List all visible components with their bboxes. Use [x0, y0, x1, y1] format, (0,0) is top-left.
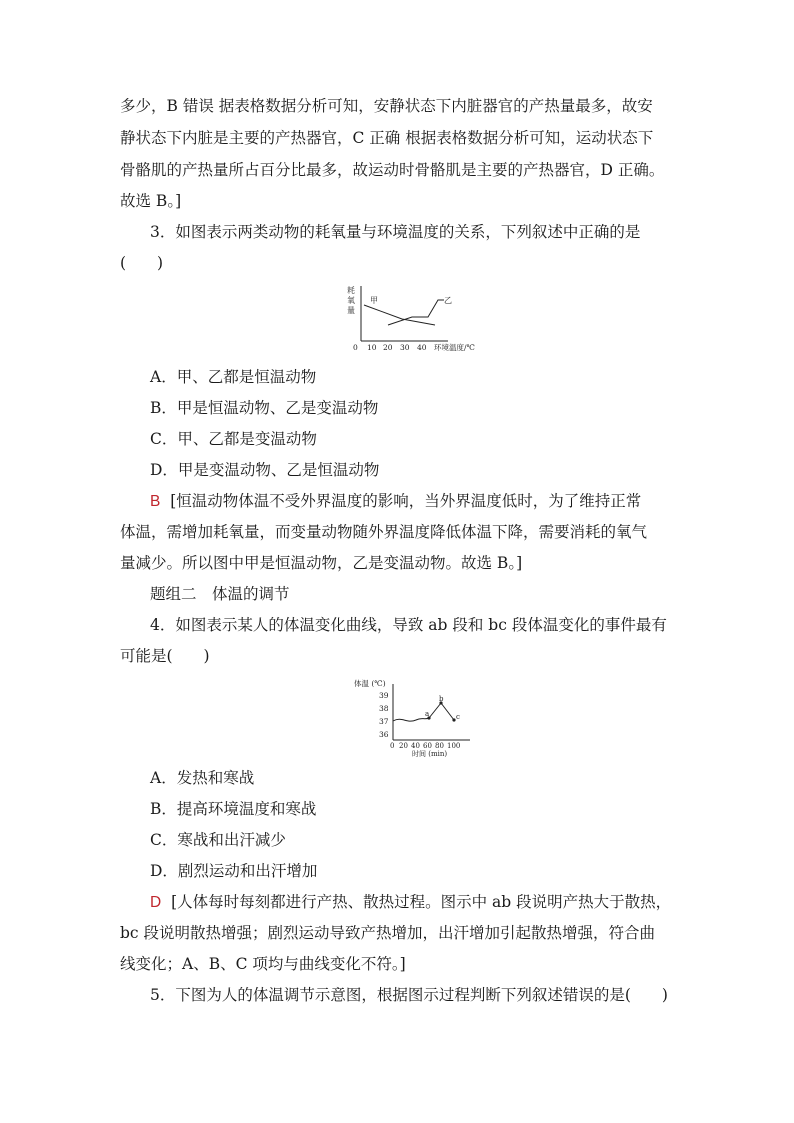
- x-tick: 40: [411, 742, 420, 750]
- option-c: C．寒战和出汗减少: [150, 831, 286, 849]
- x-tick: 30: [400, 343, 410, 352]
- x-tick: 100: [447, 742, 461, 750]
- x-tick: 10: [367, 343, 377, 352]
- answer-letter: D: [150, 894, 162, 911]
- figure-ylabel-char: 量: [347, 306, 355, 315]
- answer-text: [人体每时每刻都进行产热、散热过程。图示中 ab 段说明产热大于散热，: [171, 893, 672, 911]
- series-label-yi: 乙: [444, 296, 452, 305]
- group-title: 题组二 体温的调节: [150, 585, 290, 603]
- y-tick: 39: [379, 691, 389, 700]
- answer-text: [恒温动物体温不受外界温度的影响，当外界温度低时，为了维持正常: [170, 492, 642, 510]
- point-c-label: c: [456, 713, 460, 721]
- question-4-stem-cont: 可能是( ): [120, 647, 210, 665]
- answer-3-line: 体温，需增加耗氧量，而变量动物随外界温度降低体温下降，需要消耗的氧气: [120, 523, 648, 541]
- option-d: D．剧烈运动和出汗增加: [150, 862, 318, 880]
- option-a: A．发热和寒战: [150, 769, 255, 787]
- question-3-stem: 3．如图表示两类动物的耗氧量与环境温度的关系，下列叙述中正确的是: [150, 223, 641, 241]
- figure-ylabel-char: 耗: [347, 286, 355, 295]
- text-line: 多少，B 错误 据表格数据分析可知，安静状态下内脏器官的产热量最多，故安: [120, 97, 653, 115]
- answer-3-line: 量减少。所以图中甲是恒温动物，乙是变温动物。故选 B。]: [120, 554, 523, 572]
- temperature-curve: [393, 703, 454, 721]
- x-axis-label: 环境温度/℃: [434, 343, 475, 352]
- question-5-stem: 5．下图为人的体温调节示意图，根据图示过程判断下列叙述错误的是( ): [150, 986, 668, 1004]
- option-c: C．甲、乙都是变温动物: [150, 430, 317, 448]
- answer-4-line: [150, 892, 671, 913]
- question-3-stem-cont: ( ): [120, 254, 164, 272]
- answer-3-line: [150, 491, 641, 512]
- x-tick: 80: [435, 742, 444, 750]
- y-axis-label: 体温 (℃): [354, 679, 386, 688]
- series-label-jia: 甲: [370, 296, 378, 305]
- answer-4-line: 线变化；A、B、C 项均与曲线变化不符。]: [120, 955, 406, 973]
- x-axis-label: 时间 (min): [412, 750, 448, 758]
- body-temperature-figure: [352, 676, 477, 758]
- y-tick: 36: [379, 730, 389, 739]
- answer-letter: B: [150, 493, 161, 510]
- x-tick: 60: [423, 742, 432, 750]
- option-b: B．提高环境温度和寒战: [150, 800, 317, 818]
- x-tick: 20: [383, 343, 393, 352]
- option-a: A．甲、乙都是恒温动物: [150, 368, 317, 386]
- option-b: B．甲是恒温动物、乙是变温动物: [150, 399, 379, 417]
- option-d: D．甲是变温动物、乙是恒温动物: [150, 461, 380, 479]
- series-line-jia: [364, 305, 435, 325]
- point-a-label: a: [425, 710, 430, 718]
- text-line: 静状态下内脏是主要的产热器官，C 正确 根据表格数据分析可知，运动状态下: [120, 129, 654, 147]
- text-line: 故选 B。]: [120, 192, 182, 210]
- y-tick: 37: [379, 717, 389, 726]
- figure-ylabel-char: 氧: [347, 296, 355, 305]
- x-tick: 20: [399, 742, 408, 750]
- x-tick: 0: [390, 742, 395, 750]
- x-tick: 40: [417, 343, 427, 352]
- point-b-label: b: [439, 695, 444, 703]
- y-tick: 38: [379, 704, 389, 713]
- oxygen-consumption-figure: [340, 283, 490, 355]
- x-tick: 0: [353, 343, 358, 352]
- question-4-stem: 4．如图表示某人的体温变化曲线，导致 ab 段和 bc 段体温变化的事件最有: [150, 616, 667, 634]
- answer-4-line: bc 段说明散热增强；剧烈运动导致产热增加，出汗增加引起散热增强，符合曲: [120, 924, 656, 942]
- text-line: 骨骼肌的产热量所占百分比最多，故运动时骨骼肌是主要的产热器官，D 正确。: [120, 161, 665, 179]
